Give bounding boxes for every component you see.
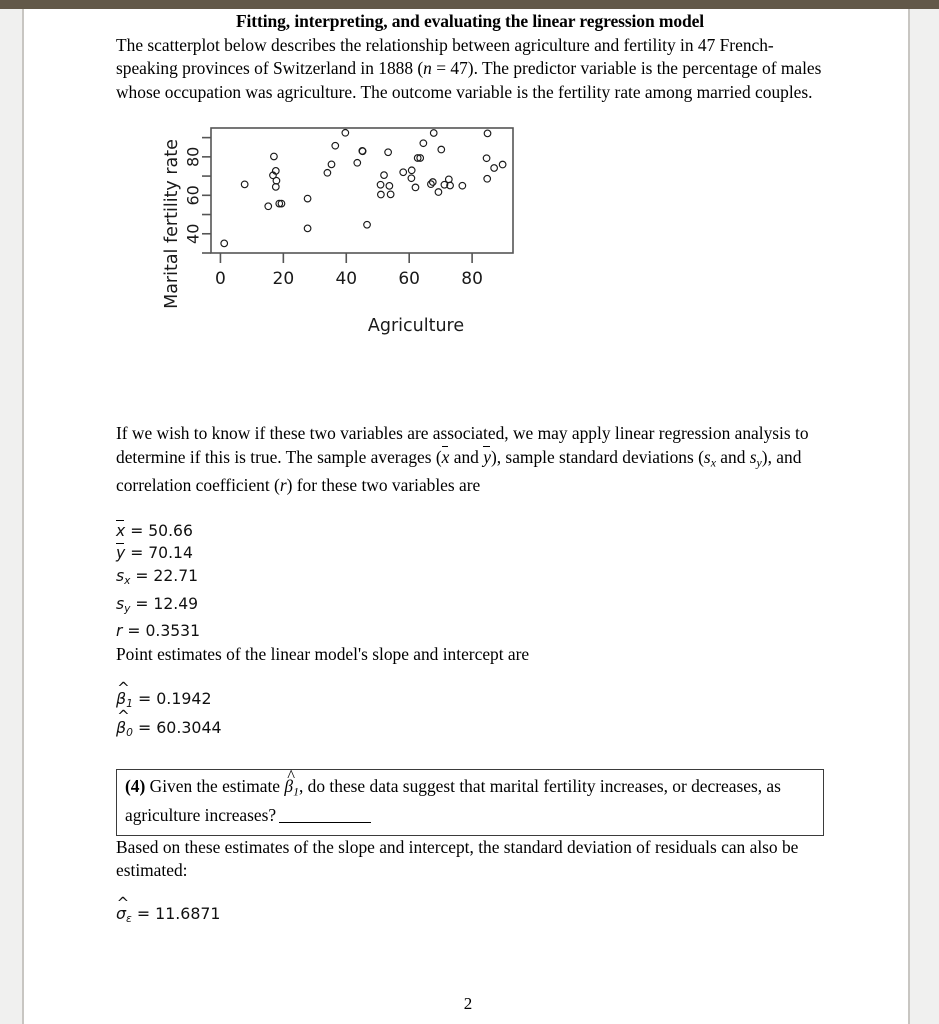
r-symbol: r [116,622,123,641]
beta0-value: 60.3044 [156,717,222,737]
sigma-estimate [116,904,824,925]
s-x-symbol: $s_x$ [116,566,131,587]
x-axis-ticks [220,253,472,263]
s-y-inline: $s_y$ [749,446,762,469]
y-bar-symbol: y [116,542,125,565]
chart-y-axis-label: Marital fertility rate [162,139,182,310]
sigma-value: 11.6871 [155,904,221,924]
beta1-row [116,687,824,716]
beta1-value: 0.1942 [156,689,212,709]
viewer-top-bar [0,0,939,9]
s-x-value: 22.71 [153,566,199,585]
svg-text:0: 0 [215,269,226,290]
x-axis-tick-labels [215,269,483,289]
n-symbol: n [423,58,432,79]
svg-text:80: 80 [461,269,483,290]
r-value: 0.3531 [145,622,201,641]
association-paragraph: If we wish to know if these two variables are associated, we may apply linear regression analysis to determine if this is true. The sample averages (x and y), sample standard deviations ($s_x$ and $s_y$), and correlation coefficient (r) for these two variables are [116,423,809,496]
beta1-equals: = [137,689,152,709]
question-answer-blank[interactable] [279,822,371,823]
beta-estimates [116,687,824,744]
stat-row-s-x [116,565,824,593]
beta0-row [116,716,824,745]
sigma-symbol: ^ $\sigma_\varepsilon$ [116,904,132,925]
s-y-value: 12.49 [153,594,199,613]
point-estimates-paragraph: Point estimates of the linear model's slope and intercept are [116,643,530,664]
question-text-before: Given the estimate [149,776,281,797]
stat-row-x-bar [116,520,824,543]
page-content [116,9,824,925]
stat-row-r [116,620,824,643]
document-page [22,9,910,1024]
stat-row-y-bar [116,542,824,565]
s-x-equals: = [135,566,149,585]
scatterplot-canvas [116,122,824,332]
beta0-equals: = [137,717,152,737]
scatterplot-figure [116,122,824,422]
x-bar-equals: = [130,521,144,540]
summary-statistics [116,520,824,643]
y-bar-inline: y [483,446,491,469]
s-y-equals: = [135,594,149,613]
n-value: 47 [450,58,468,79]
stat-row-s-y [116,593,824,621]
plot-frame [211,128,513,253]
s-y-symbol: $s_y$ [116,594,131,615]
s-x-inline: $s_x$ [703,446,716,469]
chart-x-axis-label: Agriculture [367,316,465,337]
y-bar-equals: = [130,544,144,563]
svg-text:60: 60 [398,269,421,290]
y-axis-ticks [202,138,211,253]
svg-text:40: 40 [335,269,358,290]
r-equals: = [127,622,141,641]
x-bar-inline: x [442,446,450,469]
sigma-equals: = [136,904,151,924]
svg-text:20: 20 [272,269,295,290]
y-bar-value: 70.14 [148,544,193,563]
x-bar-value: 50.66 [148,521,193,540]
r-inline: r [279,475,287,496]
residual-sd-paragraph: Based on these estimates of the slope and intercept, the standard deviation of residuals can also be estimated: [116,836,799,880]
beta1-symbol: ^ $\beta_1$ [116,687,133,716]
y-axis-tick-labels [184,147,203,244]
question-number: (4) [125,776,146,797]
page-number: 2 [463,994,473,1013]
page-title: Fitting, interpreting, and evaluating the linear regression model [235,11,705,31]
svg-text:80: 80 [183,146,203,168]
question-4-box [116,769,824,836]
data-points [221,130,506,247]
n-equals: = [436,58,447,79]
question-text-after: , do these data suggest that marital fertility increases, or decreases, as agriculture increases? [125,776,781,825]
intro-paragraph: The scatterplot below describes the relationship between agriculture and fertility in 47 French-speaking provinces of Switzerland in 1888 (n = 47). The predictor variable is the percentage of males whose occupation was agriculture. The outcome variable is the fertility rate among married couples. [116,35,822,102]
svg-text:40: 40 [183,223,203,245]
beta0-symbol: ^ $\beta_0$ [116,716,133,745]
question-beta-symbol: ^ $\beta_1$ [284,775,299,804]
svg-text:60: 60 [183,185,203,206]
x-bar-symbol: x [116,520,125,543]
